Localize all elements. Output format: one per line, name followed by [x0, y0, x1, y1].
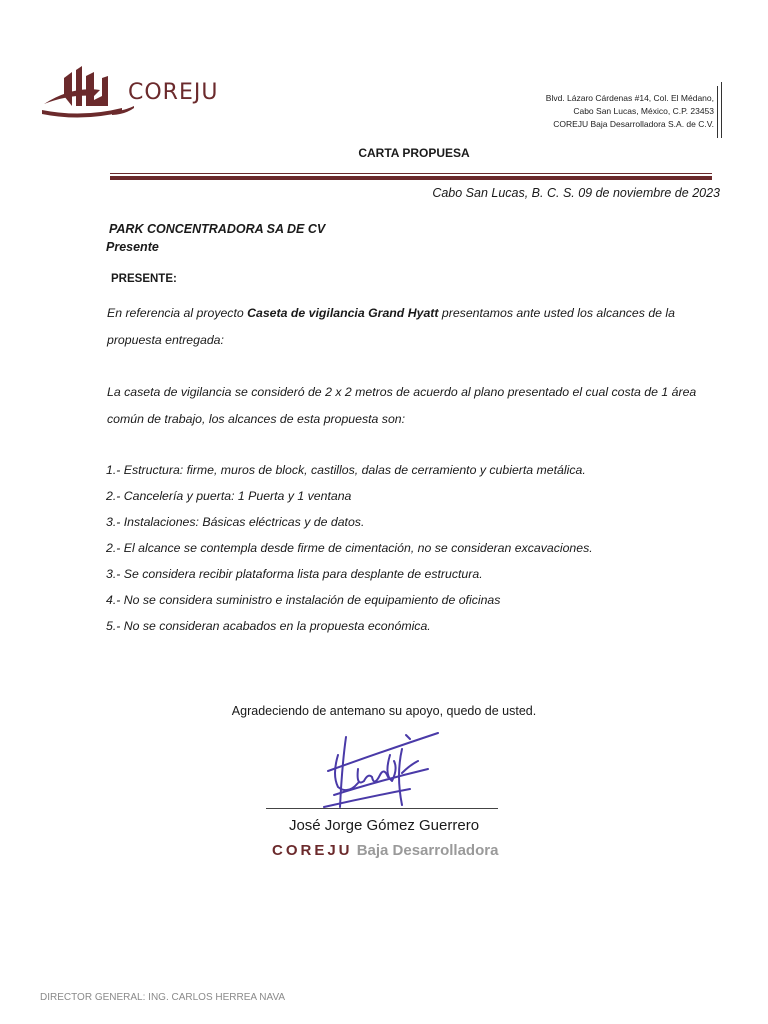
project-name: Caseta de vigilancia Grand Hyatt [247, 306, 439, 320]
list-item: 3.- Se considera recibir plataforma lista para desplante de estructura. [106, 567, 483, 581]
header-divider [717, 86, 718, 138]
signer-name: José Jorge Gómez Guerrero [288, 817, 480, 834]
footer-director: DIRECTOR GENERAL: ING. CARLOS HERREA NAVA [40, 992, 286, 1003]
scope-list [106, 457, 726, 639]
intro-paragraph: En referencia al proyecto Caseta de vigilancia Grand Hyatt presentamos ante usted los alcances de la propuesta entregada: [107, 306, 676, 347]
presente-label: Presente [106, 240, 159, 254]
list-item: 1.- Estructura: firme, muros de block, castillos, dalas de cerramiento y cubierta metálica. [106, 463, 586, 477]
header-divider [721, 82, 722, 138]
closing-line: Agradeciendo de antemano su apoyo, quedo de usted. [231, 704, 537, 718]
letter-date: Cabo San Lucas, B. C. S. 09 de noviembre de 2023 [432, 186, 720, 200]
address-line: Blvd. Lázaro Cárdenas #14, Col. El Médano, [545, 93, 714, 103]
title-rule [110, 173, 712, 174]
handwritten-signature [318, 725, 448, 815]
list-item: 3.- Instalaciones: Básicas eléctricas y de datos. [106, 515, 365, 529]
signature-line [266, 808, 498, 809]
presente-heading: PRESENTE: [111, 273, 177, 285]
scope-paragraph: La caseta de vigilancia se consideró de 2 x 2 metros de acuerdo al plano presentado el cual costa de 1 área común de trabajo, los alcances de esta propuesta son: [107, 385, 697, 426]
list-item: 4.- No se considera suministro e instalación de equipamiento de oficinas [106, 593, 501, 607]
document-title: CARTA PROPUESA [358, 146, 470, 160]
company-address [546, 92, 714, 131]
address-line: Cabo San Lucas, México, C.P. 23453 [573, 106, 714, 116]
logo-text: COREJU [128, 80, 219, 105]
company-name-suffix: Baja Desarrolladora [356, 842, 499, 859]
list-item: 5.- No se consideran acabados en la propuesta económica. [106, 619, 431, 633]
list-item: 2.- El alcance se contempla desde firme de cimentación, no se consideran excavaciones. [106, 541, 593, 555]
address-line: COREJU Baja Desarrolladora S.A. de C.V. [553, 119, 714, 129]
addressee: PARK CONCENTRADORA SA DE CV [109, 222, 326, 236]
title-rule-thick [110, 176, 712, 180]
company-name-brand: COREJU [272, 842, 353, 859]
list-item: 2.- Cancelería y puerta: 1 Puerta y 1 ventana [106, 489, 352, 503]
company-signature-block [272, 842, 498, 859]
